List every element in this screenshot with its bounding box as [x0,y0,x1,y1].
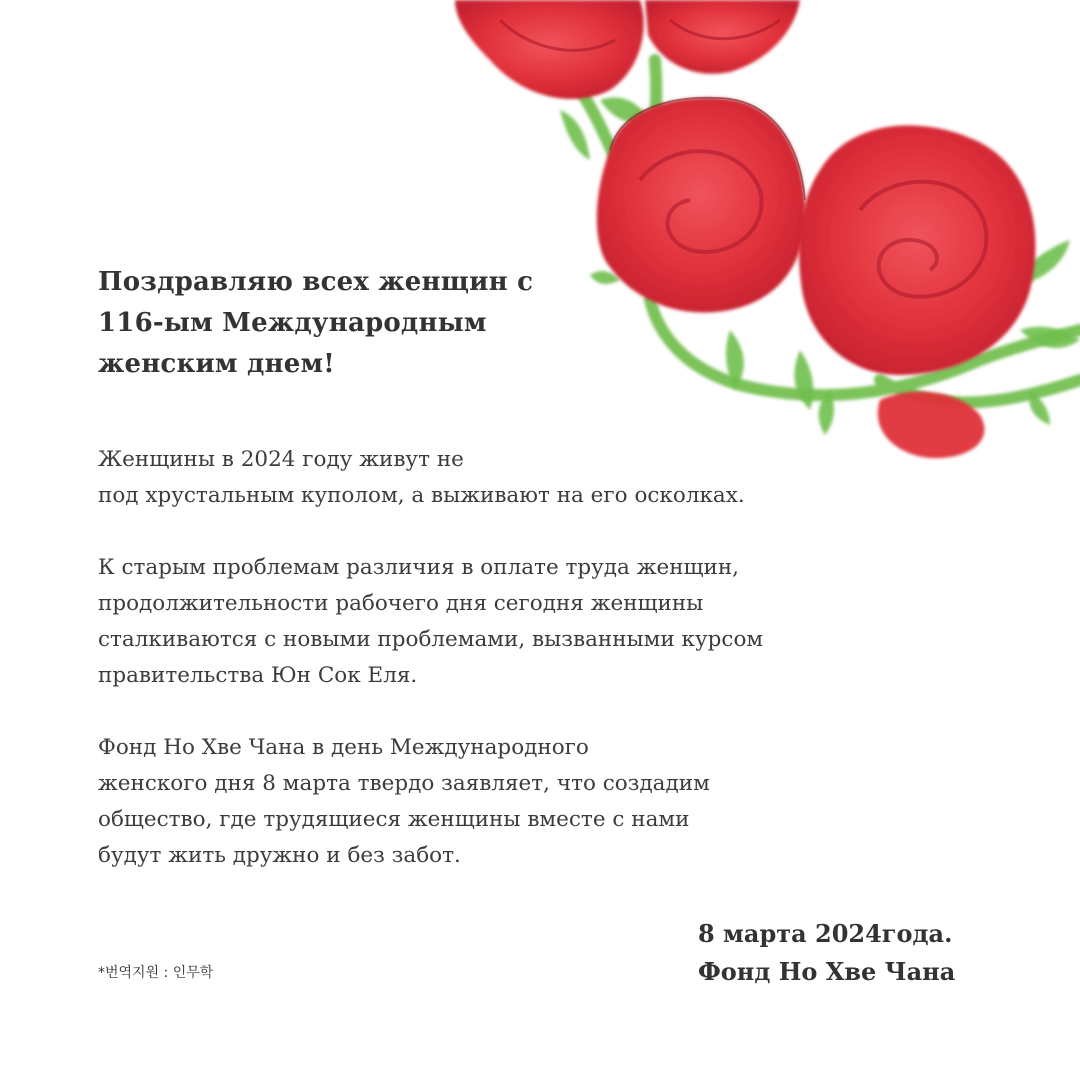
paragraph-line: общество, где трудящиеся женщины вместе с нами [98,807,690,832]
paragraph-line: продолжительности рабочего дня сегодня женщины [98,591,704,616]
title-line: Поздравляю всех женщин с [98,267,534,297]
rose-top-middle [645,0,800,74]
paragraph-line: правительства Юн Сок Еля. [98,663,418,688]
paragraph-line: Женщины в 2024 году живут не [98,447,464,472]
paragraph-line: будут жить дружно и без забот. [98,843,461,868]
paragraph-line: К старым проблемам различия в оплате труда женщин, [98,555,740,580]
paragraph [98,550,918,694]
translation-footnote: *번역지원 : 인무학 [98,965,214,981]
paragraph [98,442,918,514]
paragraph-line: Фонд Но Хве Чана в день Международного [98,735,589,760]
paragraph-line: сталкиваются с новыми проблемами, вызванными курсом [98,627,764,652]
page-title [98,262,618,385]
signature [698,915,998,991]
signature-date: 8 марта 2024года. [698,919,953,948]
paragraph-line: женского дня 8 марта твердо заявляет, что создадим [98,771,710,796]
rose-right-large [799,125,1035,375]
rose-middle [597,98,806,313]
rose-top-left [455,0,644,99]
body-text [98,442,918,910]
paragraph-line: под хрустальным куполом, а выживают на его осколках. [98,483,745,508]
paragraph [98,730,918,874]
title-line: 116-ым Международным [98,308,487,338]
title-line: женским днем! [98,349,335,379]
signature-org: Фонд Но Хве Чана [698,957,956,986]
